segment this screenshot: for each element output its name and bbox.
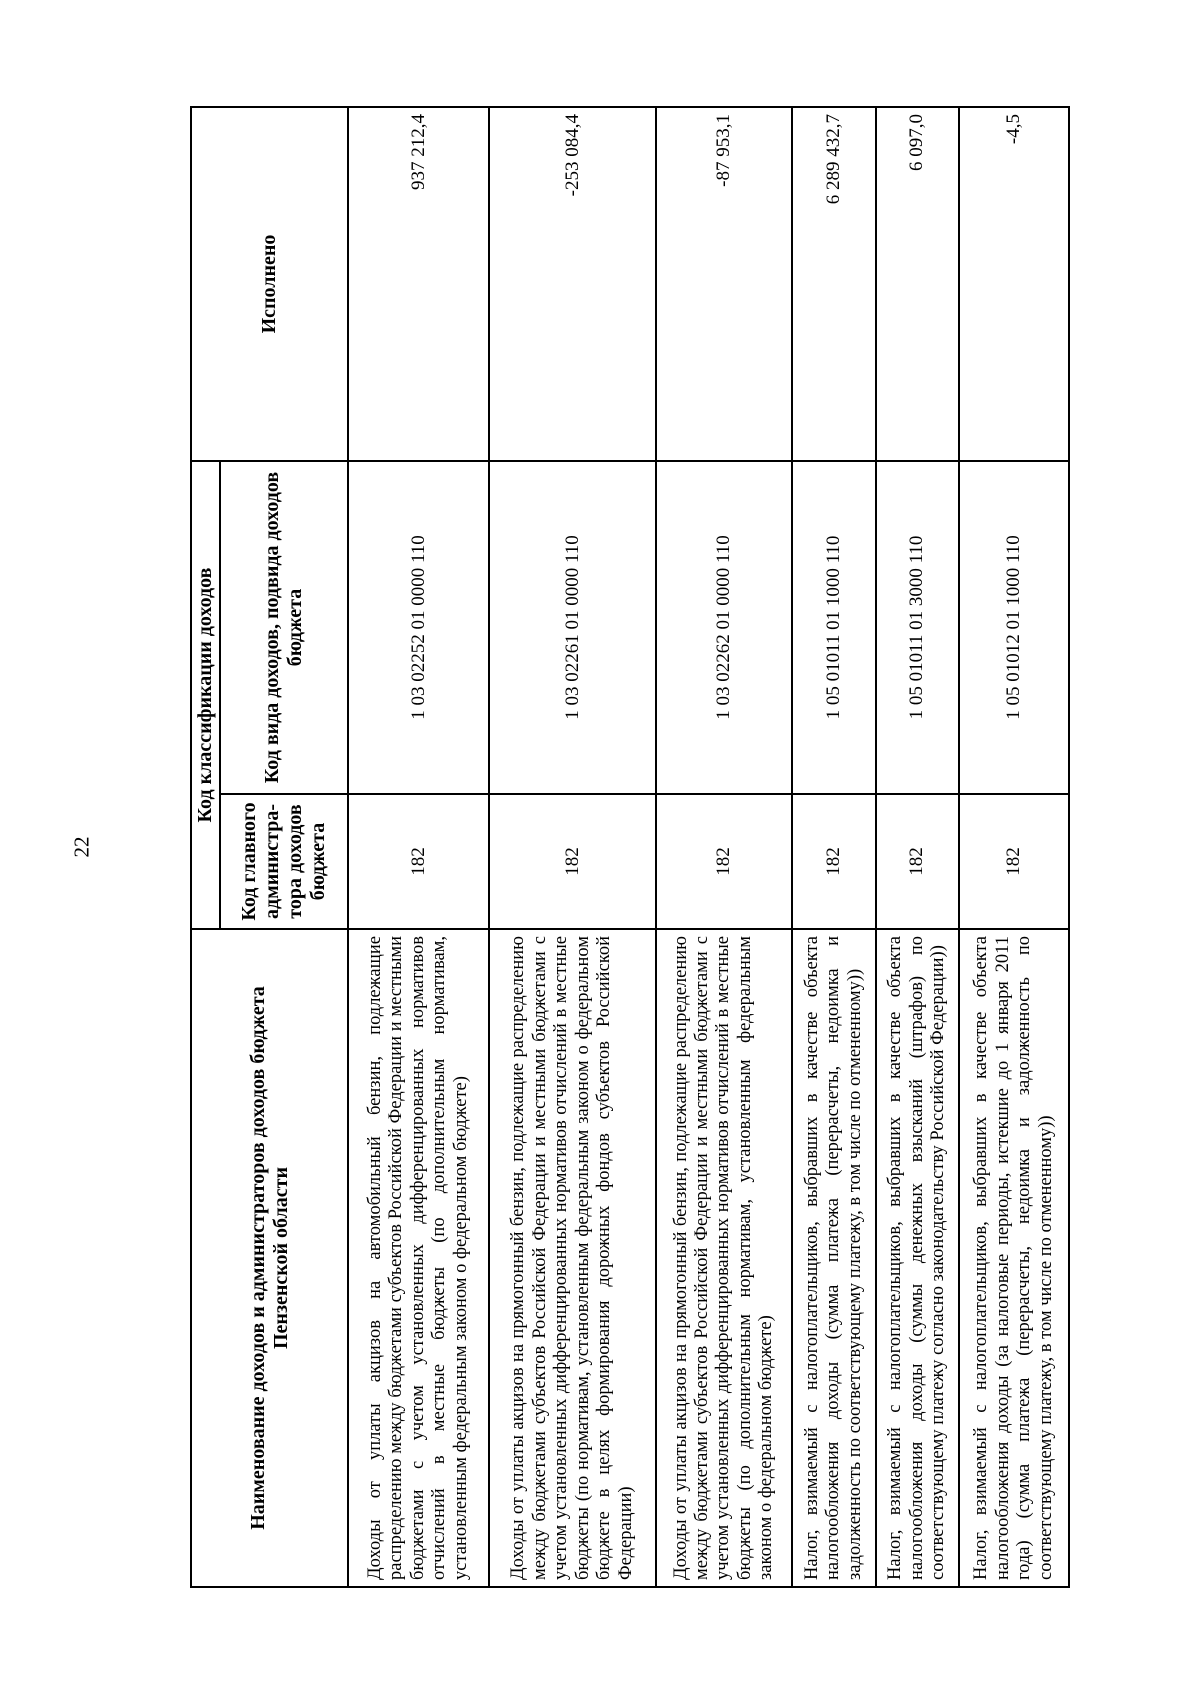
row-admin-code: 182 [348,794,489,929]
rotated-page-content [190,108,1070,1588]
row-name: Налог, взимаемый с налогоплательщиков, выбравших в качестве объекта налогообложения доходы (сумма платежа (перерасчеты, недоимка и задолженность по соответствующему платежу, в том числе по отмененному)) [792,929,876,1587]
row-kind-code: 1 03 02252 01 0000 110 [348,461,489,794]
row-kind-code: 1 05 01011 01 1000 110 [792,461,876,794]
table-row [348,107,489,1587]
row-admin-code: 182 [959,794,1069,929]
header-executed: Исполнено [191,107,348,461]
row-executed-amount: 6 097,0 [876,107,960,461]
table-row [959,107,1069,1587]
row-name: Доходы от уплаты акцизов на автомобильный бензин, подлежащие распределению между бюджетами субъектов Российской Федерации и местными бюджетами с учетом установленных дифференцированных нормативов отчислений в местные бюджеты (по дополнительным нормативам, установленным федеральным законом о федеральном бюджете) [348,929,489,1587]
row-executed-amount: -87 953,1 [656,107,792,461]
row-kind-code: 1 03 02261 01 0000 110 [489,461,656,794]
revenue-table [190,106,1070,1588]
row-admin-code: 182 [876,794,960,929]
row-executed-amount: 937 212,4 [348,107,489,461]
row-admin-code: 182 [792,794,876,929]
row-kind-code: 1 05 01012 01 1000 110 [959,461,1069,794]
page-number: 22 [69,836,94,858]
table-row [876,107,960,1587]
header-classification-group: Код классификации доходов [191,461,220,929]
row-executed-amount: 6 289 432,7 [792,107,876,461]
table-row [656,107,792,1587]
row-executed-amount: -253 084,4 [489,107,656,461]
row-name: Доходы от уплаты акцизов на прямогонный бензин, подлежащие распределению между бюджетами субъектов Российской Федерации и местными бюджетами с учетом установленных дифференцированных нормативов отчислений в местные бюджеты (по нормативам, установленным федеральным законом о федеральном бюджете в целях формирования дорожных фондов субъектов Российской Федерации) [489,929,656,1587]
table-row [489,107,656,1587]
row-kind-code: 1 05 01011 01 3000 110 [876,461,960,794]
row-admin-code: 182 [656,794,792,929]
row-name: Налог, взимаемый с налогоплательщиков, выбравших в качестве объекта налогообложения доходы (за налоговые периоды, истекшие до 1 января 2011 года) (сумма платежа (перерасчеты, недоимка и задолженность по соответствующему платежу, в том числе по отмененному)) [959,929,1069,1587]
row-kind-code: 1 03 02262 01 0000 110 [656,461,792,794]
row-name: Доходы от уплаты акцизов на прямогонный бензин, подлежащие распределению между бюджетами субъектов Российской Федерации и местными бюджетами с учетом установленных дифференцированных нормативов отчислений в местные бюджеты (по дополнительным нормативам, установленным федеральным законом о федеральном бюджете) [656,929,792,1587]
row-admin-code: 182 [489,794,656,929]
row-name: Налог, взимаемый с налогоплательщиков, выбравших в качестве объекта налогообложения доходы (суммы денежных взысканий (штрафов) по соответствующему платежу согласно законодательству Российской Федерации)) [876,929,960,1587]
table-row [792,107,876,1587]
header-kind-code: Код вида доходов, подвида доходов бюджета [220,461,348,794]
header-admin-code: Код главного администра-тора доходов бюджета [220,794,348,929]
header-name: Наименование доходов и администраторов доходов бюджета Пензенской области [191,929,348,1587]
row-executed-amount: -4,5 [959,107,1069,461]
